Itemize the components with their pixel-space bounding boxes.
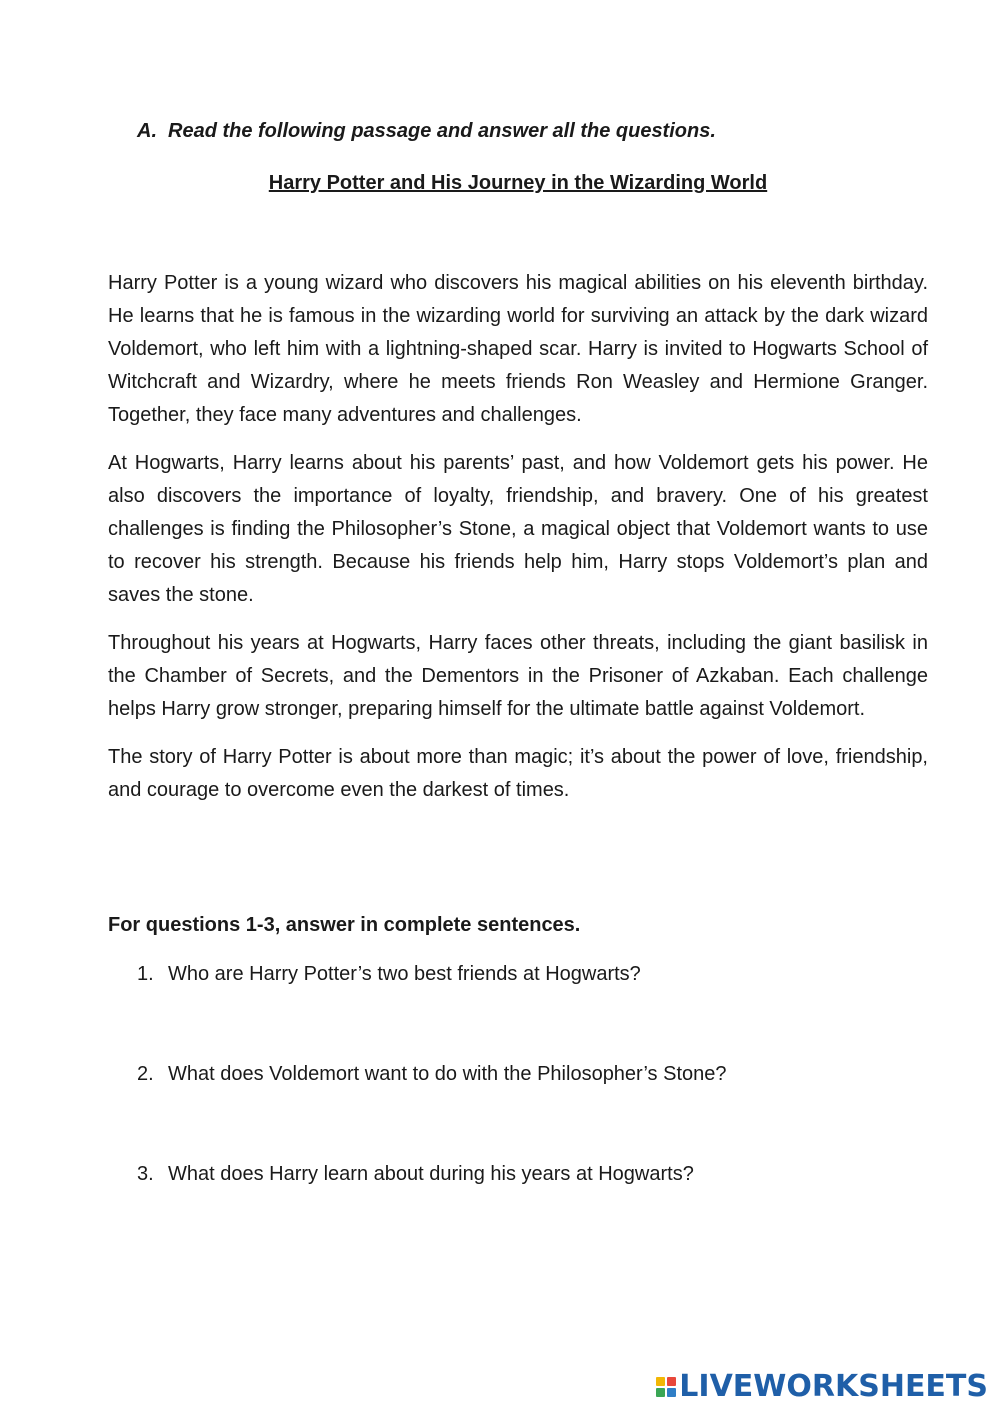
liveworksheets-logo: [656, 1369, 988, 1404]
question-item: [137, 1163, 937, 1263]
question-number: 3.: [137, 1163, 154, 1185]
question-list: [137, 963, 937, 1263]
question-item: [137, 963, 937, 1063]
section-heading: [137, 120, 716, 143]
passage-paragraph: At Hogwarts, Harry learns about his parents’ past, and how Voldemort gets his power. He also discovers the importance of loyalty, friendship, and bravery. One of his greatest challenges is finding the Philosopher’s Stone, a magical object that Voldemort wants to use to recover his strength. Because his friends help him, Harry stops Voldemort’s plan and saves the stone.: [108, 452, 928, 606]
passage-paragraph: Throughout his years at Hogwarts, Harry faces other threats, including the giant basilisk in the Chamber of Secrets, and the Dementors in the Prisoner of Azkaban. Each challenge helps Harry grow stronger, preparing himself for the ultimate battle against Voldemort.: [108, 632, 928, 720]
passage-body: [108, 267, 928, 822]
logo-tile: [656, 1388, 665, 1397]
question-item: [137, 1063, 937, 1163]
question-text: What does Voldemort want to do with the Philosopher’s Stone?: [168, 1063, 727, 1085]
question-number: 1.: [137, 963, 154, 985]
question-number: 2.: [137, 1063, 154, 1085]
logo-tile: [656, 1377, 665, 1386]
question-text: What does Harry learn about during his years at Hogwarts?: [168, 1163, 694, 1185]
logo-text: LIVEWORKSHEETS: [679, 1369, 988, 1404]
question-text: Who are Harry Potter’s two best friends at Hogwarts?: [168, 963, 641, 985]
passage-paragraph: Harry Potter is a young wizard who discovers his magical abilities on his eleventh birthday. He learns that he is famous in the wizarding world for surviving an attack by the dark wizard Voldemort, who left him with a lightning-shaped scar. Harry is invited to Hogwarts School of Witchcraft and Wizardry, where he meets friends Ron Weasley and Hermione Granger. Together, they face many adventures and challenges.: [108, 272, 928, 426]
passage-title: Harry Potter and His Journey in the Wizarding World: [268, 172, 768, 194]
section-heading-text: Read the following passage and answer all the questions.: [168, 120, 716, 142]
questions-instructions: For questions 1-3, answer in complete sentences.: [108, 914, 581, 936]
logo-tile: [667, 1388, 676, 1397]
liveworksheets-logo-icon: [656, 1377, 676, 1397]
passage-paragraph: The story of Harry Potter is about more than magic; it’s about the power of love, friendship, and courage to overcome even the darkest of times.: [108, 746, 928, 801]
section-marker: A.: [137, 120, 157, 142]
logo-tile: [667, 1377, 676, 1386]
